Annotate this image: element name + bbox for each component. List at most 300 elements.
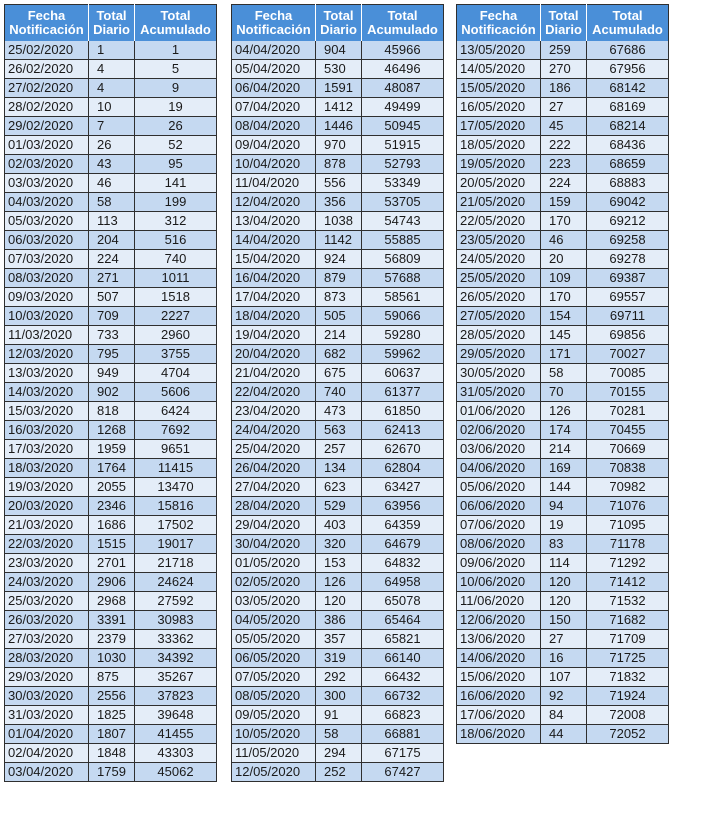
table-row — [5, 440, 217, 459]
cell-fecha: 17/04/2020 — [232, 288, 316, 307]
table-row — [5, 345, 217, 364]
cell-fecha: 15/03/2020 — [5, 402, 89, 421]
table-row — [457, 212, 669, 231]
table-row — [457, 421, 669, 440]
cell-total-diario: 150 — [541, 611, 587, 630]
table-row — [5, 136, 217, 155]
table-row — [232, 136, 444, 155]
cell-total-acumulado: 70085 — [587, 364, 669, 383]
cell-total-acumulado: 21718 — [135, 554, 217, 573]
cell-total-diario: 473 — [316, 402, 362, 421]
cell-total-acumulado: 70982 — [587, 478, 669, 497]
cell-fecha: 07/05/2020 — [232, 668, 316, 687]
table-row — [457, 497, 669, 516]
cell-total-acumulado: 70838 — [587, 459, 669, 478]
cell-total-diario: 740 — [316, 383, 362, 402]
cell-fecha: 05/06/2020 — [457, 478, 541, 497]
cell-fecha: 19/05/2020 — [457, 155, 541, 174]
cell-total-diario: 530 — [316, 60, 362, 79]
cell-total-acumulado: 67686 — [587, 41, 669, 60]
cell-total-acumulado: 61850 — [362, 402, 444, 421]
cell-total-diario: 91 — [316, 706, 362, 725]
cell-total-diario: 159 — [541, 193, 587, 212]
table-row — [457, 269, 669, 288]
table-row — [457, 117, 669, 136]
cell-total-diario: 92 — [541, 687, 587, 706]
cell-total-acumulado: 312 — [135, 212, 217, 231]
cell-fecha: 18/03/2020 — [5, 459, 89, 478]
cell-total-diario: 169 — [541, 459, 587, 478]
table-row — [457, 687, 669, 706]
cell-total-diario: 46 — [89, 174, 135, 193]
cell-total-diario: 4 — [89, 60, 135, 79]
cell-total-diario: 58 — [541, 364, 587, 383]
cell-fecha: 06/05/2020 — [232, 649, 316, 668]
cell-total-diario: 43 — [89, 155, 135, 174]
cell-total-acumulado: 66140 — [362, 649, 444, 668]
table-row — [5, 307, 217, 326]
table-row — [457, 402, 669, 421]
cell-fecha: 28/04/2020 — [232, 497, 316, 516]
cell-total-diario: 403 — [316, 516, 362, 535]
table-row — [5, 630, 217, 649]
cell-total-acumulado: 50945 — [362, 117, 444, 136]
cell-fecha: 16/06/2020 — [457, 687, 541, 706]
cell-total-diario: 126 — [541, 402, 587, 421]
table-row — [5, 763, 217, 782]
cell-total-diario: 46 — [541, 231, 587, 250]
cell-fecha: 15/05/2020 — [457, 79, 541, 98]
cell-fecha: 01/03/2020 — [5, 136, 89, 155]
header-row — [457, 5, 669, 42]
table-row — [232, 421, 444, 440]
cell-fecha: 16/05/2020 — [457, 98, 541, 117]
cell-total-diario: 949 — [89, 364, 135, 383]
cell-fecha: 14/04/2020 — [232, 231, 316, 250]
cell-total-acumulado: 49499 — [362, 98, 444, 117]
cell-fecha: 06/04/2020 — [232, 79, 316, 98]
cell-total-diario: 58 — [316, 725, 362, 744]
cell-total-acumulado: 48087 — [362, 79, 444, 98]
cell-total-diario: 107 — [541, 668, 587, 687]
table-row — [232, 649, 444, 668]
header-fecha: Fecha Notificación — [232, 5, 316, 42]
cell-total-diario: 1591 — [316, 79, 362, 98]
table-row — [457, 630, 669, 649]
cell-total-diario: 2968 — [89, 592, 135, 611]
cell-fecha: 03/06/2020 — [457, 440, 541, 459]
table-row — [232, 630, 444, 649]
cell-total-acumulado: 1011 — [135, 269, 217, 288]
table-row — [232, 706, 444, 725]
cell-fecha: 15/06/2020 — [457, 668, 541, 687]
cell-fecha: 31/05/2020 — [457, 383, 541, 402]
cell-total-acumulado: 57688 — [362, 269, 444, 288]
table-row — [5, 288, 217, 307]
cell-fecha: 18/05/2020 — [457, 136, 541, 155]
cell-total-acumulado: 33362 — [135, 630, 217, 649]
cell-fecha: 02/05/2020 — [232, 573, 316, 592]
cell-total-diario: 257 — [316, 440, 362, 459]
cell-total-diario: 204 — [89, 231, 135, 250]
cell-total-acumulado: 4704 — [135, 364, 217, 383]
cell-total-acumulado: 45062 — [135, 763, 217, 782]
cell-total-acumulado: 69711 — [587, 307, 669, 326]
cell-total-acumulado: 69212 — [587, 212, 669, 231]
cell-total-diario: 134 — [316, 459, 362, 478]
cell-total-acumulado: 66732 — [362, 687, 444, 706]
table-row — [5, 402, 217, 421]
cell-total-acumulado: 64958 — [362, 573, 444, 592]
cell-total-diario: 873 — [316, 288, 362, 307]
cell-total-acumulado: 54743 — [362, 212, 444, 231]
table-row — [5, 250, 217, 269]
cell-total-acumulado: 69387 — [587, 269, 669, 288]
cases-table-1 — [4, 4, 217, 782]
cell-total-diario: 271 — [89, 269, 135, 288]
cell-total-diario: 623 — [316, 478, 362, 497]
cell-total-diario: 113 — [89, 212, 135, 231]
cell-total-diario: 2055 — [89, 478, 135, 497]
cell-fecha: 05/03/2020 — [5, 212, 89, 231]
cell-total-diario: 1515 — [89, 535, 135, 554]
table-row — [232, 98, 444, 117]
cell-total-acumulado: 2960 — [135, 326, 217, 345]
table-row — [232, 573, 444, 592]
cell-fecha: 12/03/2020 — [5, 345, 89, 364]
header-fecha: Fecha Notificación — [457, 5, 541, 42]
cell-total-diario: 83 — [541, 535, 587, 554]
cell-total-diario: 795 — [89, 345, 135, 364]
table-row — [232, 725, 444, 744]
cell-total-acumulado: 5 — [135, 60, 217, 79]
cell-total-diario: 319 — [316, 649, 362, 668]
cell-total-diario: 904 — [316, 41, 362, 60]
table-row — [457, 649, 669, 668]
cell-total-acumulado: 35267 — [135, 668, 217, 687]
cell-fecha: 13/06/2020 — [457, 630, 541, 649]
cell-fecha: 29/05/2020 — [457, 345, 541, 364]
cell-total-diario: 292 — [316, 668, 362, 687]
cell-total-acumulado: 61377 — [362, 383, 444, 402]
cell-total-diario: 356 — [316, 193, 362, 212]
cell-total-acumulado: 60637 — [362, 364, 444, 383]
cell-total-acumulado: 52 — [135, 136, 217, 155]
cell-total-acumulado: 2227 — [135, 307, 217, 326]
cell-fecha: 31/03/2020 — [5, 706, 89, 725]
cell-total-diario: 902 — [89, 383, 135, 402]
cell-total-acumulado: 71076 — [587, 497, 669, 516]
cell-fecha: 09/04/2020 — [232, 136, 316, 155]
table-row — [232, 79, 444, 98]
cell-total-acumulado: 199 — [135, 193, 217, 212]
cell-fecha: 24/04/2020 — [232, 421, 316, 440]
cell-total-diario: 1764 — [89, 459, 135, 478]
cell-fecha: 16/03/2020 — [5, 421, 89, 440]
cell-total-acumulado: 69856 — [587, 326, 669, 345]
table-row — [5, 383, 217, 402]
cell-total-acumulado: 58561 — [362, 288, 444, 307]
cell-fecha: 09/06/2020 — [457, 554, 541, 573]
cell-total-acumulado: 68883 — [587, 174, 669, 193]
table-row — [232, 117, 444, 136]
cell-total-acumulado: 65821 — [362, 630, 444, 649]
table-row — [457, 611, 669, 630]
cell-total-acumulado: 62804 — [362, 459, 444, 478]
cell-total-diario: 2906 — [89, 573, 135, 592]
cell-total-diario: 1142 — [316, 231, 362, 250]
cell-total-acumulado: 71924 — [587, 687, 669, 706]
cell-total-acumulado: 6424 — [135, 402, 217, 421]
cell-total-acumulado: 66432 — [362, 668, 444, 687]
table-row — [232, 326, 444, 345]
cell-fecha: 27/04/2020 — [232, 478, 316, 497]
table-row — [457, 288, 669, 307]
cell-total-diario: 170 — [541, 288, 587, 307]
table-row — [5, 269, 217, 288]
cell-fecha: 15/04/2020 — [232, 250, 316, 269]
cell-total-diario: 170 — [541, 212, 587, 231]
table-row — [5, 193, 217, 212]
cell-total-acumulado: 71412 — [587, 573, 669, 592]
cell-total-acumulado: 27592 — [135, 592, 217, 611]
table-row — [457, 155, 669, 174]
cell-fecha: 18/06/2020 — [457, 725, 541, 744]
cell-total-diario: 214 — [541, 440, 587, 459]
table-row — [232, 478, 444, 497]
cell-total-diario: 1268 — [89, 421, 135, 440]
cell-total-diario: 120 — [316, 592, 362, 611]
table-row — [232, 497, 444, 516]
table-row — [5, 98, 217, 117]
cell-fecha: 20/03/2020 — [5, 497, 89, 516]
cell-fecha: 29/03/2020 — [5, 668, 89, 687]
cell-fecha: 13/03/2020 — [5, 364, 89, 383]
cell-fecha: 11/06/2020 — [457, 592, 541, 611]
table-row — [457, 706, 669, 725]
cell-fecha: 26/03/2020 — [5, 611, 89, 630]
cell-total-acumulado: 3755 — [135, 345, 217, 364]
cell-total-acumulado: 53349 — [362, 174, 444, 193]
cell-total-acumulado: 11415 — [135, 459, 217, 478]
table-row — [5, 421, 217, 440]
table-row — [5, 212, 217, 231]
cell-fecha: 20/05/2020 — [457, 174, 541, 193]
cell-fecha: 30/04/2020 — [232, 535, 316, 554]
cell-total-acumulado: 43303 — [135, 744, 217, 763]
cell-fecha: 09/03/2020 — [5, 288, 89, 307]
cell-total-diario: 154 — [541, 307, 587, 326]
cell-total-diario: 556 — [316, 174, 362, 193]
cell-total-diario: 1 — [89, 41, 135, 60]
cell-fecha: 04/03/2020 — [5, 193, 89, 212]
cell-fecha: 04/05/2020 — [232, 611, 316, 630]
cell-total-diario: 114 — [541, 554, 587, 573]
cell-fecha: 05/04/2020 — [232, 60, 316, 79]
table-row — [457, 535, 669, 554]
cell-total-acumulado: 53705 — [362, 193, 444, 212]
table-row — [457, 79, 669, 98]
header-total-diario: Total Diario — [541, 5, 587, 42]
cell-total-diario: 563 — [316, 421, 362, 440]
cell-fecha: 27/03/2020 — [5, 630, 89, 649]
header-total-acumulado: Total Acumulado — [362, 5, 444, 42]
table-row — [232, 611, 444, 630]
header-total-acumulado: Total Acumulado — [587, 5, 669, 42]
cell-total-acumulado: 59066 — [362, 307, 444, 326]
table-row — [232, 402, 444, 421]
cell-total-diario: 3391 — [89, 611, 135, 630]
table-row — [5, 117, 217, 136]
cell-fecha: 28/02/2020 — [5, 98, 89, 117]
cell-total-acumulado: 516 — [135, 231, 217, 250]
cell-fecha: 21/03/2020 — [5, 516, 89, 535]
cell-total-acumulado: 68142 — [587, 79, 669, 98]
cell-total-acumulado: 71709 — [587, 630, 669, 649]
table-row — [232, 269, 444, 288]
table-row — [457, 440, 669, 459]
cell-total-diario: 675 — [316, 364, 362, 383]
table-row — [232, 174, 444, 193]
cell-total-diario: 223 — [541, 155, 587, 174]
cell-total-acumulado: 70155 — [587, 383, 669, 402]
cell-total-diario: 2379 — [89, 630, 135, 649]
cell-total-acumulado: 59280 — [362, 326, 444, 345]
cell-fecha: 27/05/2020 — [457, 307, 541, 326]
table-row — [457, 668, 669, 687]
cell-total-diario: 1959 — [89, 440, 135, 459]
cell-total-diario: 357 — [316, 630, 362, 649]
cell-fecha: 23/04/2020 — [232, 402, 316, 421]
cell-total-diario: 1038 — [316, 212, 362, 231]
cell-total-diario: 7 — [89, 117, 135, 136]
cell-total-acumulado: 64359 — [362, 516, 444, 535]
cell-total-diario: 153 — [316, 554, 362, 573]
cell-fecha: 17/05/2020 — [457, 117, 541, 136]
table-row — [5, 155, 217, 174]
table-row — [5, 592, 217, 611]
cell-total-acumulado: 9651 — [135, 440, 217, 459]
cell-fecha: 01/06/2020 — [457, 402, 541, 421]
cell-fecha: 06/06/2020 — [457, 497, 541, 516]
cell-total-diario: 320 — [316, 535, 362, 554]
cell-total-diario: 2701 — [89, 554, 135, 573]
table-row — [457, 174, 669, 193]
table-row — [232, 307, 444, 326]
table-row — [5, 478, 217, 497]
cell-total-diario: 733 — [89, 326, 135, 345]
cell-fecha: 05/05/2020 — [232, 630, 316, 649]
cell-fecha: 27/02/2020 — [5, 79, 89, 98]
cell-total-acumulado: 68659 — [587, 155, 669, 174]
table-row — [457, 98, 669, 117]
cell-total-acumulado: 70027 — [587, 345, 669, 364]
table-row — [5, 668, 217, 687]
cell-fecha: 08/06/2020 — [457, 535, 541, 554]
table-row — [457, 725, 669, 744]
cell-total-acumulado: 51915 — [362, 136, 444, 155]
cell-total-acumulado: 26 — [135, 117, 217, 136]
table-row — [5, 725, 217, 744]
table-row — [232, 592, 444, 611]
cell-total-acumulado: 141 — [135, 174, 217, 193]
cell-total-diario: 2556 — [89, 687, 135, 706]
cell-fecha: 21/05/2020 — [457, 193, 541, 212]
table-row — [5, 611, 217, 630]
cell-total-acumulado: 34392 — [135, 649, 217, 668]
cell-fecha: 01/04/2020 — [5, 725, 89, 744]
cell-total-acumulado: 95 — [135, 155, 217, 174]
cell-fecha: 22/03/2020 — [5, 535, 89, 554]
cell-fecha: 13/05/2020 — [457, 41, 541, 60]
table-row — [232, 345, 444, 364]
cell-total-diario: 70 — [541, 383, 587, 402]
cell-total-acumulado: 59962 — [362, 345, 444, 364]
cell-total-diario: 120 — [541, 573, 587, 592]
table-row — [232, 687, 444, 706]
cell-total-diario: 58 — [89, 193, 135, 212]
cell-total-diario: 20 — [541, 250, 587, 269]
table-row — [457, 326, 669, 345]
cell-total-diario: 878 — [316, 155, 362, 174]
table-row — [5, 554, 217, 573]
cell-fecha: 11/03/2020 — [5, 326, 89, 345]
cell-total-diario: 1686 — [89, 516, 135, 535]
cases-table-3 — [456, 4, 669, 744]
cell-total-acumulado: 65078 — [362, 592, 444, 611]
cell-fecha: 26/05/2020 — [457, 288, 541, 307]
table-row — [457, 250, 669, 269]
cell-fecha: 08/05/2020 — [232, 687, 316, 706]
cell-fecha: 26/04/2020 — [232, 459, 316, 478]
cell-fecha: 25/02/2020 — [5, 41, 89, 60]
cell-fecha: 04/06/2020 — [457, 459, 541, 478]
cell-total-acumulado: 24624 — [135, 573, 217, 592]
cell-fecha: 19/04/2020 — [232, 326, 316, 345]
cell-total-diario: 1412 — [316, 98, 362, 117]
cell-fecha: 19/03/2020 — [5, 478, 89, 497]
cell-total-acumulado: 740 — [135, 250, 217, 269]
table-row — [457, 364, 669, 383]
cell-fecha: 17/03/2020 — [5, 440, 89, 459]
table-row — [457, 60, 669, 79]
table-row — [5, 174, 217, 193]
cell-total-acumulado: 37823 — [135, 687, 217, 706]
cell-total-diario: 1030 — [89, 649, 135, 668]
cell-total-diario: 1825 — [89, 706, 135, 725]
header-total-diario: Total Diario — [89, 5, 135, 42]
cell-total-diario: 45 — [541, 117, 587, 136]
cell-total-acumulado: 67956 — [587, 60, 669, 79]
cell-total-diario: 186 — [541, 79, 587, 98]
cell-total-acumulado: 72008 — [587, 706, 669, 725]
cell-total-acumulado: 64832 — [362, 554, 444, 573]
cell-fecha: 14/03/2020 — [5, 383, 89, 402]
table-row — [232, 383, 444, 402]
cell-total-diario: 224 — [89, 250, 135, 269]
cell-fecha: 12/05/2020 — [232, 763, 316, 782]
cell-fecha: 02/04/2020 — [5, 744, 89, 763]
table-row — [5, 79, 217, 98]
cell-total-diario: 1807 — [89, 725, 135, 744]
table-row — [5, 497, 217, 516]
cell-total-diario: 386 — [316, 611, 362, 630]
cell-fecha: 07/06/2020 — [457, 516, 541, 535]
table-row — [232, 41, 444, 60]
cell-fecha: 11/05/2020 — [232, 744, 316, 763]
table-row — [5, 231, 217, 250]
cell-total-diario: 26 — [89, 136, 135, 155]
